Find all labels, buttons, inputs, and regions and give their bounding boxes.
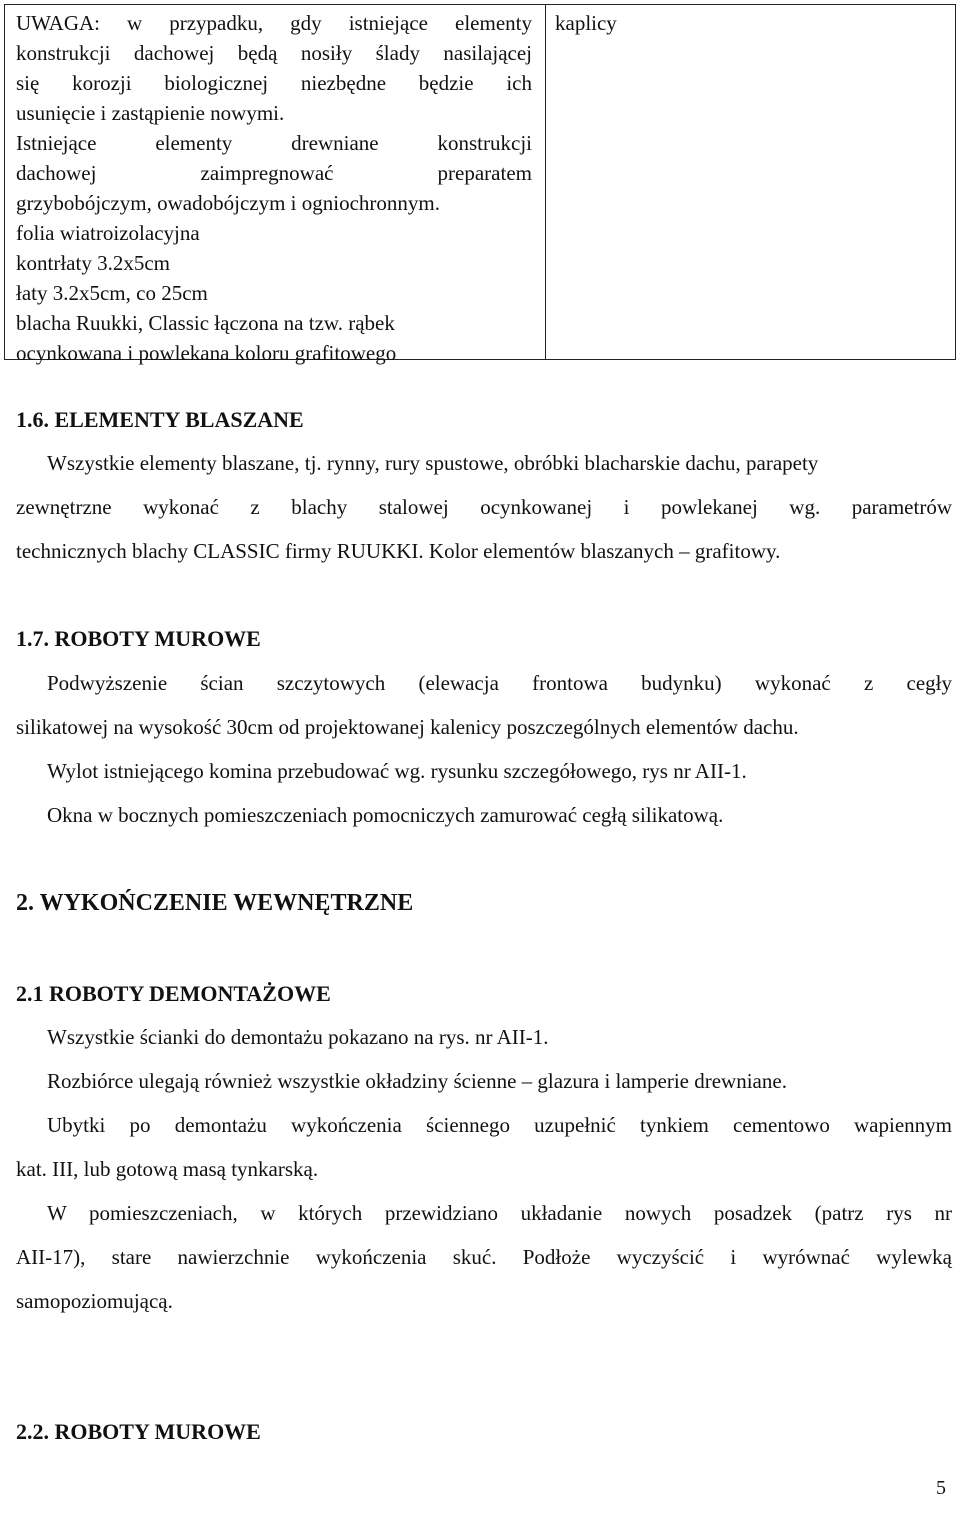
section-heading-2-2: 2.2. ROBOTY MUROWE xyxy=(16,1419,261,1444)
paragraph-line: Ubytki po demontażu wykończenia ściennego uzupełnić tynkiem cementowo wapiennym xyxy=(47,1113,952,1137)
paragraph-line: Okna w bocznych pomieszczeniach pomocniczych zamurować cegłą silikatową. xyxy=(47,803,724,827)
table-cell-left xyxy=(16,8,532,368)
table-line: Istniejące elementy drewniane konstrukcji xyxy=(16,131,532,155)
table-line: UWAGA: w przypadku, gdy istniejące elementy xyxy=(16,11,532,35)
table-line: blacha Ruukki, Classic łączona na tzw. rąbek xyxy=(16,311,395,335)
section-heading-2: 2. WYKOŃCZENIE WEWNĘTRZNE xyxy=(16,890,414,916)
section-heading-2-1: 2.1 ROBOTY DEMONTAŻOWE xyxy=(16,981,331,1006)
table-divider xyxy=(545,5,546,359)
table-line: folia wiatroizolacyjna xyxy=(16,221,200,245)
paragraph-line: AII-17), stare nawierzchnie wykończenia skuć. Podłoże wyczyścić i wyrównać wylewką xyxy=(16,1245,952,1269)
paragraph-line: zewnętrzne wykonać z blachy stalowej ocynkowanej i powlekanej wg. parametrów xyxy=(16,495,952,519)
paragraph-line: Wylot istniejącego komina przebudować wg. rysunku szczegółowego, rys nr AII-1. xyxy=(47,759,747,783)
table-line: ocynkowana i powlekana koloru grafitowego xyxy=(16,341,397,365)
table-line: grzybobójczym, owadobójczym i ogniochronnym. xyxy=(16,191,440,215)
paragraph-line: W pomieszczeniach, w których przewidziano układanie nowych posadzek (patrz rys nr xyxy=(47,1201,952,1225)
table-line: się korozji biologicznej niezbędne będzie ich xyxy=(16,71,532,95)
table-cell-right: kaplicy xyxy=(555,11,617,35)
table-line: usunięcie i zastąpienie nowymi. xyxy=(16,101,285,125)
table-line: kontrłaty 3.2x5cm xyxy=(16,251,170,275)
paragraph-line: Wszystkie elementy blaszane, tj. rynny, rury spustowe, obróbki blacharskie dachu, parapety xyxy=(47,451,819,475)
table-line: konstrukcji dachowej będą nosiły ślady nasilającej xyxy=(16,41,532,65)
section-heading-1-6: 1.6. ELEMENTY BLASZANE xyxy=(16,407,304,432)
table-line: dachowej zaimpregnować preparatem xyxy=(16,161,532,185)
paragraph-line: samopoziomującą. xyxy=(16,1289,173,1313)
section-heading-1-7: 1.7. ROBOTY MUROWE xyxy=(16,626,261,651)
paragraph-line: kat. III, lub gotową masą tynkarską. xyxy=(16,1157,319,1181)
paragraph-line: silikatowej na wysokość 30cm od projektowanej kalenicy poszczególnych elementów dachu. xyxy=(16,715,799,739)
paragraph-line: Podwyższenie ścian szczytowych (elewacja frontowa budynku) wykonać z cegły xyxy=(47,671,952,695)
paragraph-line: Rozbiórce ulegają również wszystkie okładziny ścienne – glazura i lamperie drewniane. xyxy=(47,1069,787,1093)
table-line: łaty 3.2x5cm, co 25cm xyxy=(16,281,208,305)
spec-table xyxy=(4,4,956,365)
page-number: 5 xyxy=(936,1477,946,1499)
paragraph-line: technicznych blachy CLASSIC firmy RUUKKI. Kolor elementów blaszanych – grafitowy. xyxy=(16,539,781,563)
paragraph-line: Wszystkie ścianki do demontażu pokazano na rys. nr AII-1. xyxy=(47,1025,549,1049)
